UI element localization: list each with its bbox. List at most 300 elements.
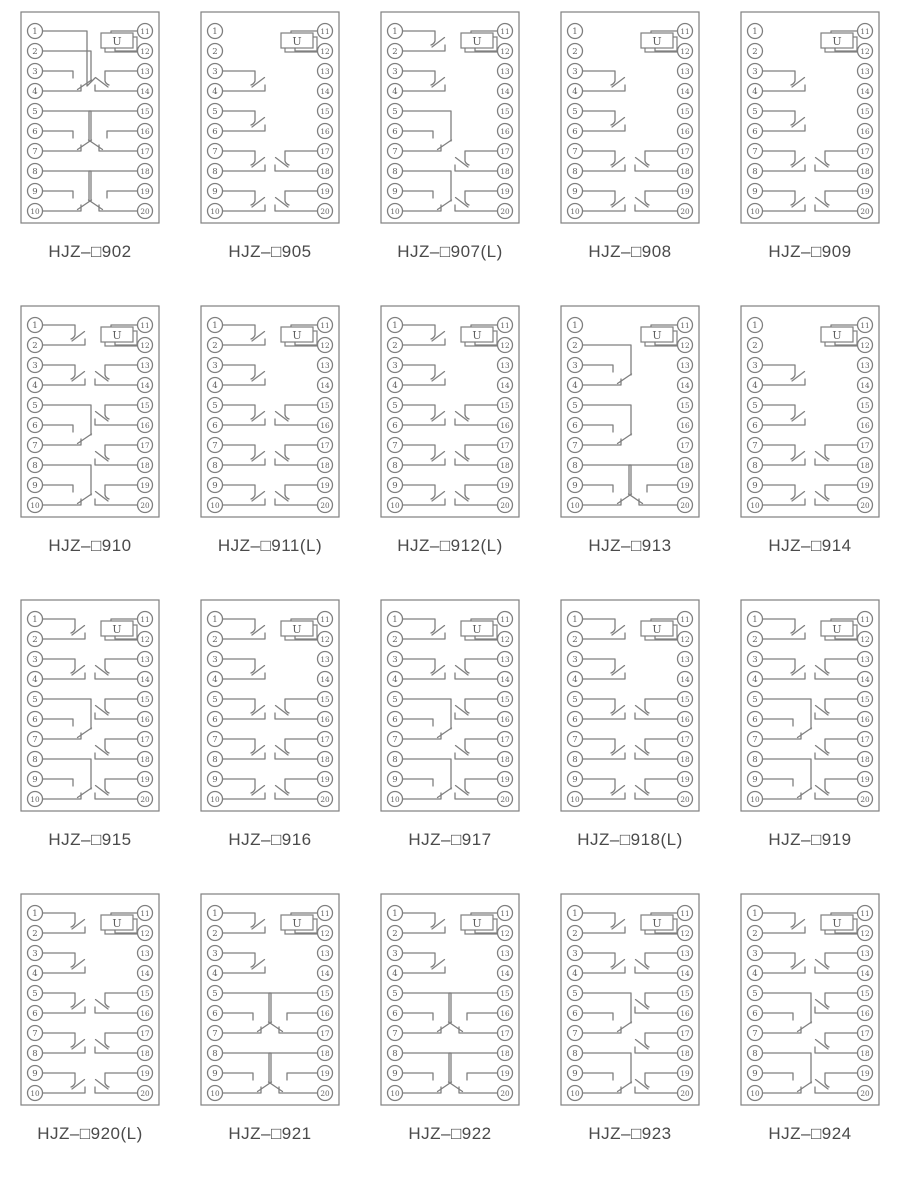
- diagram-label: HJZ–□909: [768, 242, 852, 261]
- pin-number: 18: [500, 1049, 510, 1058]
- diagram-cell: [180, 301, 360, 595]
- relay-wiring-diagram: [375, 301, 525, 523]
- diagram-label: HJZ–□905: [228, 242, 312, 261]
- pin-number: 16: [500, 715, 510, 724]
- relay-wiring-diagram: [195, 595, 345, 817]
- pin-number: 14: [860, 381, 870, 390]
- coil-label: U: [292, 329, 302, 342]
- pin-number: 17: [860, 441, 870, 450]
- diagram-label: HJZ–□913: [588, 536, 672, 555]
- pin-number: 9: [392, 775, 398, 785]
- pin-number: 12: [860, 929, 870, 938]
- pin-number: 13: [320, 67, 330, 76]
- pin-number: 11: [500, 909, 510, 918]
- pin-number: 16: [860, 127, 870, 136]
- pin-number: 7: [212, 147, 218, 157]
- pin-number: 11: [320, 27, 330, 36]
- diagram-label: HJZ–□911(L): [217, 536, 323, 555]
- pin-number: 16: [860, 715, 870, 724]
- pin-number: 8: [752, 461, 758, 471]
- pin-number: 5: [752, 401, 758, 411]
- pin-number: 1: [212, 615, 218, 625]
- pin-number: 3: [32, 949, 38, 959]
- pin-number: 5: [32, 695, 38, 705]
- diagram-label: HJZ–□915: [48, 830, 132, 849]
- pin-number: 8: [392, 755, 398, 765]
- pin-number: 4: [212, 969, 218, 979]
- pin-number: 16: [140, 1009, 150, 1018]
- pin-number: 13: [680, 361, 690, 370]
- pin-number: 19: [140, 775, 150, 784]
- pin-number: 15: [680, 989, 690, 998]
- pin-number: 2: [572, 635, 578, 645]
- pin-number: 3: [32, 655, 38, 665]
- pin-number: 6: [392, 715, 398, 725]
- pin-number: 2: [32, 635, 38, 645]
- pin-number: 12: [860, 635, 870, 644]
- diagram-cell: [0, 301, 180, 595]
- pin-number: 13: [680, 655, 690, 664]
- pin-number: 19: [500, 1069, 510, 1078]
- pin-number: 20: [680, 1089, 690, 1098]
- pin-number: 6: [32, 1009, 38, 1019]
- pin-number: 2: [32, 341, 38, 351]
- pin-number: 15: [500, 695, 510, 704]
- diagram-label: HJZ–□921: [228, 1124, 312, 1143]
- pin-number: 20: [140, 795, 150, 804]
- pin-number: 18: [680, 755, 690, 764]
- pin-number: 5: [32, 401, 38, 411]
- pin-number: 15: [860, 107, 870, 116]
- pin-number: 11: [680, 615, 690, 624]
- diagram-label: HJZ–□918(L): [577, 830, 683, 849]
- pin-number: 14: [860, 87, 870, 96]
- diagram-cell: [0, 889, 180, 1183]
- diagram-label: HJZ–□922: [408, 1124, 492, 1143]
- pin-number: 1: [392, 615, 398, 625]
- pin-number: 19: [680, 775, 690, 784]
- pin-number: 16: [680, 127, 690, 136]
- pin-number: 1: [752, 615, 758, 625]
- pin-number: 16: [860, 1009, 870, 1018]
- pin-number: 5: [572, 107, 578, 117]
- pin-number: 7: [572, 735, 578, 745]
- pin-number: 6: [392, 1009, 398, 1019]
- pin-number: 14: [140, 381, 150, 390]
- pin-number: 3: [752, 67, 758, 77]
- pin-number: 13: [500, 949, 510, 958]
- pin-number: 1: [32, 321, 38, 331]
- pin-number: 14: [680, 381, 690, 390]
- pin-number: 2: [392, 341, 398, 351]
- pin-number: 20: [680, 795, 690, 804]
- pin-number: 7: [32, 147, 38, 157]
- pin-number: 19: [680, 1069, 690, 1078]
- pin-number: 2: [752, 341, 758, 351]
- diagram-cell: [540, 7, 720, 301]
- pin-number: 11: [320, 321, 330, 330]
- diagram-cell: [0, 595, 180, 889]
- pin-number: 8: [212, 167, 218, 177]
- pin-number: 17: [500, 735, 510, 744]
- pin-number: 10: [210, 1089, 220, 1098]
- pin-number: 6: [572, 127, 578, 137]
- pin-number: 9: [212, 481, 218, 491]
- pin-number: 9: [392, 187, 398, 197]
- pin-number: 18: [140, 461, 150, 470]
- pin-number: 18: [680, 1049, 690, 1058]
- pin-number: 18: [860, 461, 870, 470]
- relay-wiring-diagram: [375, 7, 525, 229]
- pin-number: 15: [140, 989, 150, 998]
- pin-number: 8: [212, 755, 218, 765]
- pin-number: 3: [32, 67, 38, 77]
- diagram-cell: [720, 7, 900, 301]
- pin-number: 7: [752, 1029, 758, 1039]
- pin-number: 9: [392, 481, 398, 491]
- pin-number: 11: [860, 615, 870, 624]
- pin-number: 4: [212, 87, 218, 97]
- pin-number: 14: [140, 675, 150, 684]
- pin-number: 8: [392, 167, 398, 177]
- pin-number: 12: [680, 341, 690, 350]
- pin-number: 3: [752, 361, 758, 371]
- relay-wiring-diagram: [15, 301, 165, 523]
- pin-number: 3: [392, 655, 398, 665]
- pin-number: 12: [320, 929, 330, 938]
- pin-number: 8: [572, 167, 578, 177]
- pin-number: 6: [32, 127, 38, 137]
- diagram-label: HJZ–□924: [768, 1124, 852, 1143]
- pin-number: 20: [860, 501, 870, 510]
- pin-number: 15: [500, 989, 510, 998]
- pin-number: 2: [752, 929, 758, 939]
- pin-number: 19: [140, 481, 150, 490]
- pin-number: 9: [32, 775, 38, 785]
- pin-number: 3: [752, 949, 758, 959]
- pin-number: 6: [212, 421, 218, 431]
- coil-label: U: [292, 35, 302, 48]
- pin-number: 3: [392, 361, 398, 371]
- pin-number: 2: [392, 635, 398, 645]
- pin-number: 10: [30, 1089, 40, 1098]
- relay-wiring-diagram: [555, 889, 705, 1111]
- pin-number: 1: [212, 909, 218, 919]
- coil-label: U: [472, 329, 482, 342]
- pin-number: 4: [32, 381, 38, 391]
- pin-number: 18: [320, 1049, 330, 1058]
- pin-number: 6: [32, 421, 38, 431]
- diagram-label: HJZ–□920(L): [37, 1124, 143, 1143]
- pin-number: 12: [860, 47, 870, 56]
- pin-number: 14: [680, 675, 690, 684]
- pin-number: 20: [140, 207, 150, 216]
- pin-number: 16: [140, 421, 150, 430]
- pin-number: 9: [212, 775, 218, 785]
- coil-label: U: [292, 917, 302, 930]
- pin-number: 5: [392, 107, 398, 117]
- pin-number: 4: [752, 675, 758, 685]
- pin-number: 4: [212, 381, 218, 391]
- coil-label: U: [112, 329, 122, 342]
- pin-number: 19: [320, 1069, 330, 1078]
- pin-number: 20: [500, 795, 510, 804]
- pin-number: 15: [680, 107, 690, 116]
- pin-number: 10: [750, 795, 760, 804]
- pin-number: 15: [320, 107, 330, 116]
- pin-number: 17: [680, 1029, 690, 1038]
- pin-number: 19: [320, 187, 330, 196]
- pin-number: 12: [320, 635, 330, 644]
- pin-number: 6: [752, 1009, 758, 1019]
- diagram-cell: [360, 595, 540, 889]
- pin-number: 7: [212, 441, 218, 451]
- pin-number: 4: [752, 87, 758, 97]
- pin-number: 6: [572, 715, 578, 725]
- pin-number: 14: [860, 969, 870, 978]
- relay-wiring-diagram: [555, 301, 705, 523]
- pin-number: 15: [320, 401, 330, 410]
- pin-number: 5: [572, 989, 578, 999]
- pin-number: 12: [500, 635, 510, 644]
- pin-number: 19: [500, 775, 510, 784]
- pin-number: 12: [680, 635, 690, 644]
- pin-number: 7: [392, 147, 398, 157]
- pin-number: 17: [860, 147, 870, 156]
- pin-number: 10: [570, 795, 580, 804]
- pin-number: 1: [32, 909, 38, 919]
- relay-wiring-diagram: [555, 7, 705, 229]
- pin-number: 12: [680, 47, 690, 56]
- pin-number: 17: [500, 147, 510, 156]
- pin-number: 3: [572, 949, 578, 959]
- pin-number: 7: [392, 441, 398, 451]
- pin-number: 6: [752, 715, 758, 725]
- pin-number: 20: [320, 1089, 330, 1098]
- pin-number: 10: [30, 501, 40, 510]
- pin-number: 11: [500, 321, 510, 330]
- pin-number: 20: [500, 207, 510, 216]
- pin-number: 1: [392, 909, 398, 919]
- diagram-cell: [360, 889, 540, 1183]
- relay-wiring-diagram: [735, 595, 885, 817]
- diagram-label: HJZ–□910: [48, 536, 132, 555]
- pin-number: 10: [570, 207, 580, 216]
- pin-number: 18: [140, 755, 150, 764]
- pin-number: 1: [752, 909, 758, 919]
- diagram-cell: [720, 595, 900, 889]
- relay-wiring-diagram: [735, 889, 885, 1111]
- pin-number: 11: [140, 27, 150, 36]
- pin-number: 14: [500, 381, 510, 390]
- pin-number: 1: [212, 27, 218, 37]
- pin-number: 20: [860, 207, 870, 216]
- pin-number: 19: [500, 187, 510, 196]
- pin-number: 17: [680, 441, 690, 450]
- pin-number: 14: [140, 87, 150, 96]
- pin-number: 15: [500, 107, 510, 116]
- relay-wiring-diagram: [375, 595, 525, 817]
- diagram-label: HJZ–□917: [408, 830, 492, 849]
- pin-number: 19: [860, 481, 870, 490]
- pin-number: 16: [500, 421, 510, 430]
- pin-number: 5: [572, 695, 578, 705]
- pin-number: 19: [860, 775, 870, 784]
- pin-number: 7: [392, 735, 398, 745]
- pin-number: 12: [140, 929, 150, 938]
- pin-number: 9: [572, 481, 578, 491]
- pin-number: 13: [320, 655, 330, 664]
- pin-number: 14: [320, 87, 330, 96]
- coil-label: U: [112, 35, 122, 48]
- pin-number: 13: [680, 67, 690, 76]
- pin-number: 19: [860, 187, 870, 196]
- pin-number: 14: [320, 969, 330, 978]
- coil-label: U: [472, 917, 482, 930]
- pin-number: 19: [140, 187, 150, 196]
- pin-number: 3: [752, 655, 758, 665]
- pin-number: 3: [392, 949, 398, 959]
- pin-number: 1: [32, 27, 38, 37]
- pin-number: 13: [500, 655, 510, 664]
- diagram-label: HJZ–□912(L): [397, 536, 503, 555]
- pin-number: 2: [212, 929, 218, 939]
- pin-number: 9: [752, 187, 758, 197]
- pin-number: 19: [680, 187, 690, 196]
- diagram-label: HJZ–□902: [48, 242, 132, 261]
- pin-number: 1: [572, 615, 578, 625]
- diagram-cell: [180, 889, 360, 1183]
- pin-number: 5: [752, 695, 758, 705]
- pin-number: 6: [212, 127, 218, 137]
- pin-number: 8: [392, 1049, 398, 1059]
- pin-number: 2: [32, 47, 38, 57]
- pin-number: 15: [320, 695, 330, 704]
- pin-number: 10: [750, 207, 760, 216]
- coil-label: U: [652, 329, 662, 342]
- pin-number: 15: [140, 401, 150, 410]
- pin-number: 14: [500, 675, 510, 684]
- coil-label: U: [832, 35, 842, 48]
- pin-number: 10: [390, 1089, 400, 1098]
- pin-number: 18: [860, 755, 870, 764]
- pin-number: 11: [680, 909, 690, 918]
- pin-number: 11: [860, 909, 870, 918]
- pin-number: 11: [500, 27, 510, 36]
- relay-wiring-diagram: [15, 595, 165, 817]
- coil-label: U: [832, 917, 842, 930]
- pin-number: 13: [500, 67, 510, 76]
- diagram-label: HJZ–□919: [768, 830, 852, 849]
- pin-number: 3: [572, 361, 578, 371]
- pin-number: 2: [572, 341, 578, 351]
- diagram-label: HJZ–□907(L): [397, 242, 503, 261]
- pin-number: 14: [500, 969, 510, 978]
- pin-number: 13: [500, 361, 510, 370]
- coil-label: U: [652, 35, 662, 48]
- pin-number: 2: [392, 47, 398, 57]
- pin-number: 18: [320, 461, 330, 470]
- pin-number: 18: [320, 167, 330, 176]
- pin-number: 17: [860, 1029, 870, 1038]
- pin-number: 12: [860, 341, 870, 350]
- pin-number: 14: [680, 969, 690, 978]
- pin-number: 17: [140, 1029, 150, 1038]
- pin-number: 3: [572, 655, 578, 665]
- pin-number: 1: [752, 321, 758, 331]
- pin-number: 2: [572, 929, 578, 939]
- pin-number: 1: [572, 909, 578, 919]
- pin-number: 9: [752, 775, 758, 785]
- diagram-cell: [540, 301, 720, 595]
- pin-number: 13: [140, 655, 150, 664]
- pin-number: 16: [680, 1009, 690, 1018]
- pin-number: 16: [140, 127, 150, 136]
- pin-number: 12: [500, 47, 510, 56]
- relay-wiring-diagram: [195, 889, 345, 1111]
- pin-number: 13: [860, 949, 870, 958]
- pin-number: 15: [860, 989, 870, 998]
- pin-number: 18: [500, 167, 510, 176]
- pin-number: 15: [140, 695, 150, 704]
- pin-number: 16: [320, 1009, 330, 1018]
- pin-number: 6: [752, 127, 758, 137]
- pin-number: 4: [392, 87, 398, 97]
- coil-label: U: [652, 623, 662, 636]
- pin-number: 17: [320, 441, 330, 450]
- pin-number: 6: [392, 127, 398, 137]
- coil-label: U: [112, 917, 122, 930]
- pin-number: 18: [320, 755, 330, 764]
- pin-number: 10: [390, 207, 400, 216]
- pin-number: 9: [572, 1069, 578, 1079]
- pin-number: 12: [500, 929, 510, 938]
- pin-number: 13: [860, 361, 870, 370]
- pin-number: 6: [32, 715, 38, 725]
- pin-number: 7: [32, 735, 38, 745]
- diagram-cell: [720, 889, 900, 1183]
- pin-number: 18: [680, 461, 690, 470]
- pin-number: 8: [32, 167, 38, 177]
- pin-number: 13: [140, 361, 150, 370]
- pin-number: 4: [392, 381, 398, 391]
- pin-number: 1: [572, 321, 578, 331]
- pin-number: 5: [572, 401, 578, 411]
- pin-number: 2: [392, 929, 398, 939]
- pin-number: 19: [320, 481, 330, 490]
- pin-number: 4: [32, 675, 38, 685]
- pin-number: 18: [680, 167, 690, 176]
- pin-number: 9: [572, 775, 578, 785]
- pin-number: 16: [500, 1009, 510, 1018]
- pin-number: 7: [392, 1029, 398, 1039]
- pin-number: 5: [392, 695, 398, 705]
- diagram-cell: [540, 889, 720, 1183]
- pin-number: 12: [500, 341, 510, 350]
- pin-number: 10: [30, 795, 40, 804]
- pin-number: 20: [320, 207, 330, 216]
- pin-number: 15: [860, 401, 870, 410]
- pin-number: 4: [752, 381, 758, 391]
- pin-number: 17: [320, 735, 330, 744]
- pin-number: 18: [500, 461, 510, 470]
- pin-number: 10: [30, 207, 40, 216]
- pin-number: 13: [860, 655, 870, 664]
- coil-label: U: [112, 623, 122, 636]
- pin-number: 7: [212, 1029, 218, 1039]
- pin-number: 4: [32, 87, 38, 97]
- pin-number: 14: [680, 87, 690, 96]
